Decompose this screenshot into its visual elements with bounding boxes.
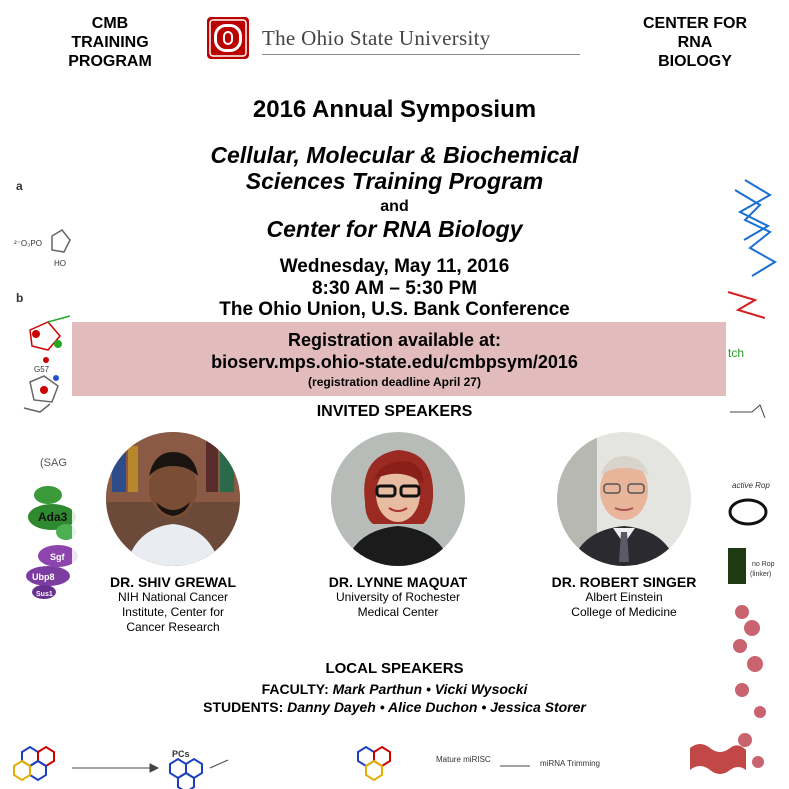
faculty-label: FACULTY: xyxy=(261,681,329,697)
osu-logo xyxy=(206,16,584,64)
speaker-affiliation-line: Medical Center xyxy=(357,605,439,619)
speaker-affiliation-line: Albert Einstein xyxy=(585,590,663,604)
bg-label-b: b xyxy=(16,291,24,305)
program-line: PROGRAM xyxy=(68,53,152,70)
speaker-name: DR. LYNNE MAQUAT xyxy=(328,574,468,590)
speaker-affiliation-line: NIH National Cancer xyxy=(117,590,229,604)
bg-label-ubp: Ubp8 xyxy=(32,572,55,582)
rna-line: RNA xyxy=(677,34,713,51)
speaker-photo-grewal xyxy=(106,432,240,566)
logo-rule xyxy=(262,54,580,55)
speaker-name: DR. SHIV GREWAL xyxy=(109,574,236,590)
training-line: TRAINING xyxy=(71,34,149,51)
speaker-affiliation-line: College of Medicine xyxy=(571,605,677,619)
biology-line: BIOLOGY xyxy=(658,53,732,70)
local-speakers-heading: LOCAL SPEAKERS xyxy=(325,660,464,677)
speaker-affiliation-line: Cancer Research xyxy=(126,620,220,634)
bg-label-mature: Mature miRISC xyxy=(436,755,491,764)
bg-label-pcs: PCs xyxy=(172,749,190,759)
center-for-line: CENTER FOR xyxy=(643,15,747,32)
bg-label-active: active Rop xyxy=(732,481,770,490)
university-name: The Ohio State University xyxy=(262,26,491,50)
speaker-maquat xyxy=(298,574,498,620)
student-names: Danny Dayeh • Alice Duchon • Jessica Storer xyxy=(287,699,586,715)
program-name-line2: Sciences Training Program xyxy=(245,168,544,194)
students-line xyxy=(0,699,789,715)
invited-speakers-heading: INVITED SPEAKERS xyxy=(316,403,473,420)
event-date: Wednesday, May 11, 2016 xyxy=(279,256,510,277)
speaker-affiliation-line: University of Rochester xyxy=(335,590,461,604)
bg-label-ada3: Ada3 xyxy=(38,510,68,524)
speaker-name: DR. ROBERT SINGER xyxy=(551,574,697,590)
bg-label-a: a xyxy=(16,179,23,193)
speaker-photo-maquat xyxy=(331,432,465,566)
faculty-line xyxy=(0,681,789,697)
bg-label-sus: Sus1 xyxy=(36,591,53,598)
bg-label-trimming: miRNA Trimming xyxy=(540,759,601,768)
center-name: Center for RNA Biology xyxy=(266,216,523,242)
registration-url[interactable]: bioserv.mps.ohio-state.edu/cmbpsym/2016 xyxy=(211,352,578,372)
bg-label-tch: tch xyxy=(728,346,745,360)
bg-label-norop: no Rop xyxy=(752,561,775,568)
speaker-singer xyxy=(524,574,724,620)
speaker-photo-singer xyxy=(557,432,691,566)
event-venue: The Ohio Union, U.S. Bank Conference xyxy=(219,299,570,320)
event-title: 2016 Annual Symposium xyxy=(252,96,537,123)
students-label: STUDENTS: xyxy=(203,699,284,715)
bg-label-sgf: Sgf xyxy=(50,552,65,562)
cmb-program-label xyxy=(50,14,170,71)
registration-heading: Registration available at: xyxy=(287,330,502,350)
bg-label-g57: G57 xyxy=(34,365,50,374)
bg-label-sag: (SAG xyxy=(40,457,67,469)
bg-label-ho: HO xyxy=(54,259,66,268)
block-o-icon xyxy=(206,16,250,60)
registration-deadline: (registration deadline April 27) xyxy=(308,375,481,389)
rna-center-label xyxy=(620,14,770,71)
and-conjunction: and xyxy=(380,198,409,215)
speaker-grewal xyxy=(73,574,273,635)
event-time: 8:30 AM – 5:30 PM xyxy=(311,278,478,299)
speaker-affiliation-line: Institute, Center for xyxy=(121,605,225,619)
bg-label-linker: (linker) xyxy=(750,571,772,578)
bg-label-phosphate: ²⁻O₃PO xyxy=(14,239,42,248)
program-name-line1: Cellular, Molecular & Biochemical xyxy=(210,142,579,168)
faculty-names: Mark Parthun • Vicki Wysocki xyxy=(332,681,528,697)
cmb-line: CMB xyxy=(91,15,129,32)
